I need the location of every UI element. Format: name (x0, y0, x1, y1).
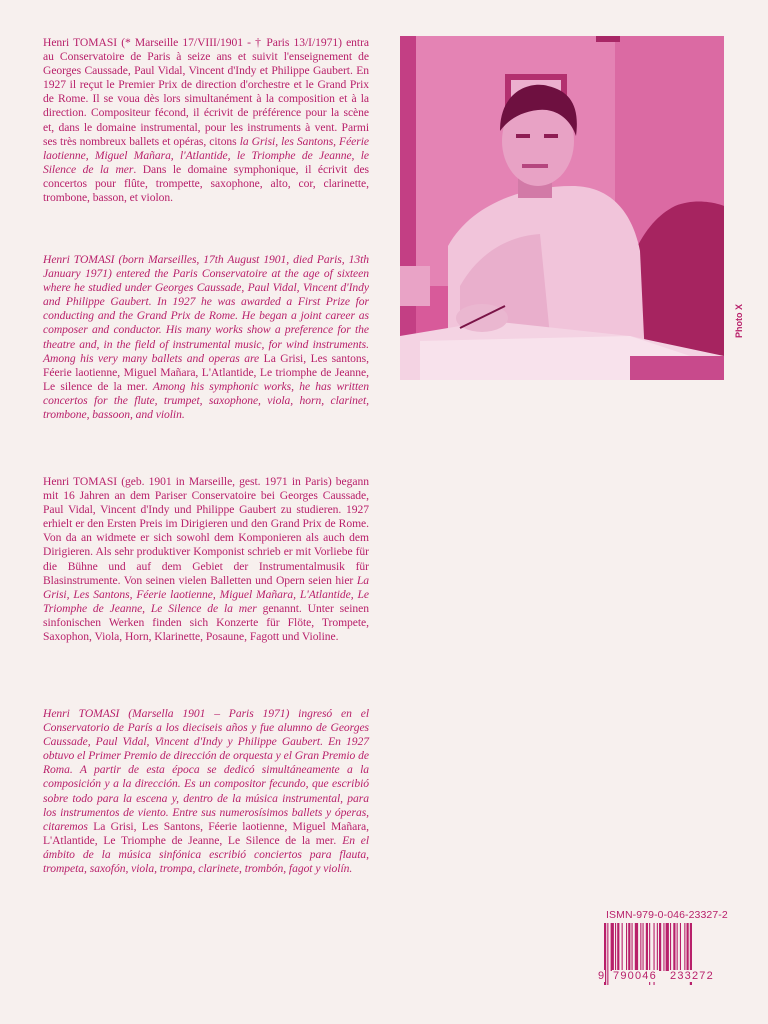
barcode-digits-right: 233272 (670, 970, 714, 982)
barcode-bar (622, 923, 623, 971)
bio-es-works: La Grisi, Les Santons, Féerie laotienne, Miguel Mañara, L'Atlantide, Le Triomphe de Jeanne, Le Silence de la mer (43, 819, 369, 847)
bio-en-works: La Grisi, Les santons, Féerie laotienne, Miguel Mañara, L'Atlantide, Le triomphe de Jeanne, Le silence de la mer (43, 351, 369, 393)
barcode-bar (657, 923, 658, 971)
ismn-label: ISMN-979-0-046-23327-2 (606, 909, 728, 921)
barcode-bar (640, 923, 641, 971)
bio-de-text-1: Henri TOMASI (geb. 1901 in Marseille, gest. 1971 in Paris) begann mit 16 Jahren an dem Pariser Conservatoire bei Georges Caussade, Paul Vidal, Vincent d'Indy und Philippe Gaubert zu studieren. 1927 erhielt er den Ersten Preis im Dirigieren und den Grand Prix de Rome. Von da an widmete er sich sowohl dem Komponieren als auch dem Dirigieren. Als sehr produktiver Komponist schrieb er mit Vorliebe für die Bühne und auf dem Gebiet der Instrumentalmusik für Blasinstrumente. Von seinen vielen Balletten und Opern seien hier (43, 475, 369, 587)
portrait-illustration (400, 36, 724, 380)
bio-es-text-1: Henri TOMASI (Marsella 1901 – Paris 1971) ingresó en el Conservatorio de París a los dieciseis años y fue alumno de Georges Caussade, Paul Vidal, Vincent d'Indy y Philippe Gaubert. En 1927 obtuvo el Primer Premio de dirección de orquesta y el Gran Premio de Roma. A partir de esta época se dedicó simultáneamente a la composición y a la dirección. Es un compositor fecundo, que escribió sobre todo para la escena y, dentro de la música instrumental, para los instrumentos de viento. Entre sus numerosísimos ballets y óperas, citaremos (43, 707, 369, 833)
barcode-bar (677, 923, 678, 971)
bio-de-text-2: genannt. Unter seinen sinfonischen Werken finden sich Konzerte für Flöte, Trompete, Saxophon, Viola, Horn, Klarinette, Posaune, Fagott und Violine. (43, 601, 369, 644)
biography-german (43, 475, 369, 644)
barcode-bar (643, 923, 644, 971)
bio-de-works: La Grisi, Les Santons, Féerie laotienne, Miguel Mañara, L'Atlantide, Le Triomphe de Jeanne, Le Silence de la mer (43, 573, 369, 615)
barcode-bar (632, 923, 633, 971)
barcode-bar (687, 923, 689, 971)
barcode-bar (617, 923, 619, 971)
barcode-bar (611, 923, 614, 971)
barcode-bar (680, 923, 681, 971)
barcode-bar (666, 923, 669, 971)
biography-english (43, 253, 369, 422)
bio-en-text-2: . Among his symphonic works, he has written concertos for the flute, trumpet, saxophone, viola, horn, clarinet, trombone, bassoon, and violin. (43, 379, 369, 422)
barcode-bar (659, 923, 661, 971)
barcode-bar (615, 923, 616, 971)
barcode-digits-left: 790046 (613, 970, 657, 982)
bio-es-text-2: . En el ámbito de la música sinfónica escribió conciertos para flauta, trompeta, saxofón, viola, trompa, clarinete, trombón, fagot y violín. (43, 833, 369, 876)
bio-fr-text-2: . Dans le domaine symphonique, il écrivit des concertos pour flûte, trompette, saxophone, alto, cor, clarinette, trombone, basson, et violon. (43, 162, 370, 205)
barcode-digit-first: 9 (598, 970, 605, 982)
bio-fr-text-1: Henri TOMASI (* Marseille 17/VIII/1901 - † Paris 13/I/1971) entra au Conservatoire de Paris à seize ans et suivit l'enseignement de Georges Caussade, Paul Vidal, Vincent d'Indy et Philippe Gaubert. En 1927 il reçut le Premier Prix de direction d'orchestre et le Grand Prix de Rome. Il se voua dès lors simultanément à la composition et à la direction. Compositeur fécond, il écrivit de préférence pour la scène et, dans le domaine instrumental, pour les instruments à vent. Parmi ses très nombreux ballets et opéras, citons (43, 36, 369, 148)
bio-fr-works: la Grisi, les Santons, Féerie laotienne, Miguel Mañara, l'Atlantide, le Triomphe de Jeanne, le Silence de la mer (43, 134, 370, 176)
bio-en-text-1: Henri TOMASI (born Marseilles, 17th August 1901, died Paris, 13th January 1971) entered the Paris Conservatoire at the age of sixteen where he studied under Georges Caussade, Paul Vidal, Vincent d'Indy and Philippe Gaubert. In 1927 he was awarded a First Prize for conducting and the Grand Prix de Rome. He began a joint career as composer and conductor. His many works show a preference for the theatre and, in the field of instrumental music, for wind instruments. Among his very many ballets and operas are (43, 253, 369, 365)
barcode-bar (607, 923, 608, 985)
barcode-bar (663, 923, 664, 971)
barcode-bar (646, 923, 648, 971)
barcode-bar (626, 923, 627, 971)
barcode-bar (670, 923, 671, 971)
barcode-bar (628, 923, 630, 971)
photo-credit: Photo X (734, 304, 744, 338)
barcode-bar (673, 923, 675, 971)
biography-french (43, 36, 369, 205)
composer-portrait-photo (400, 36, 724, 380)
barcode-bar (635, 923, 638, 971)
biography-spanish (43, 707, 369, 876)
barcode-bar (684, 923, 685, 971)
